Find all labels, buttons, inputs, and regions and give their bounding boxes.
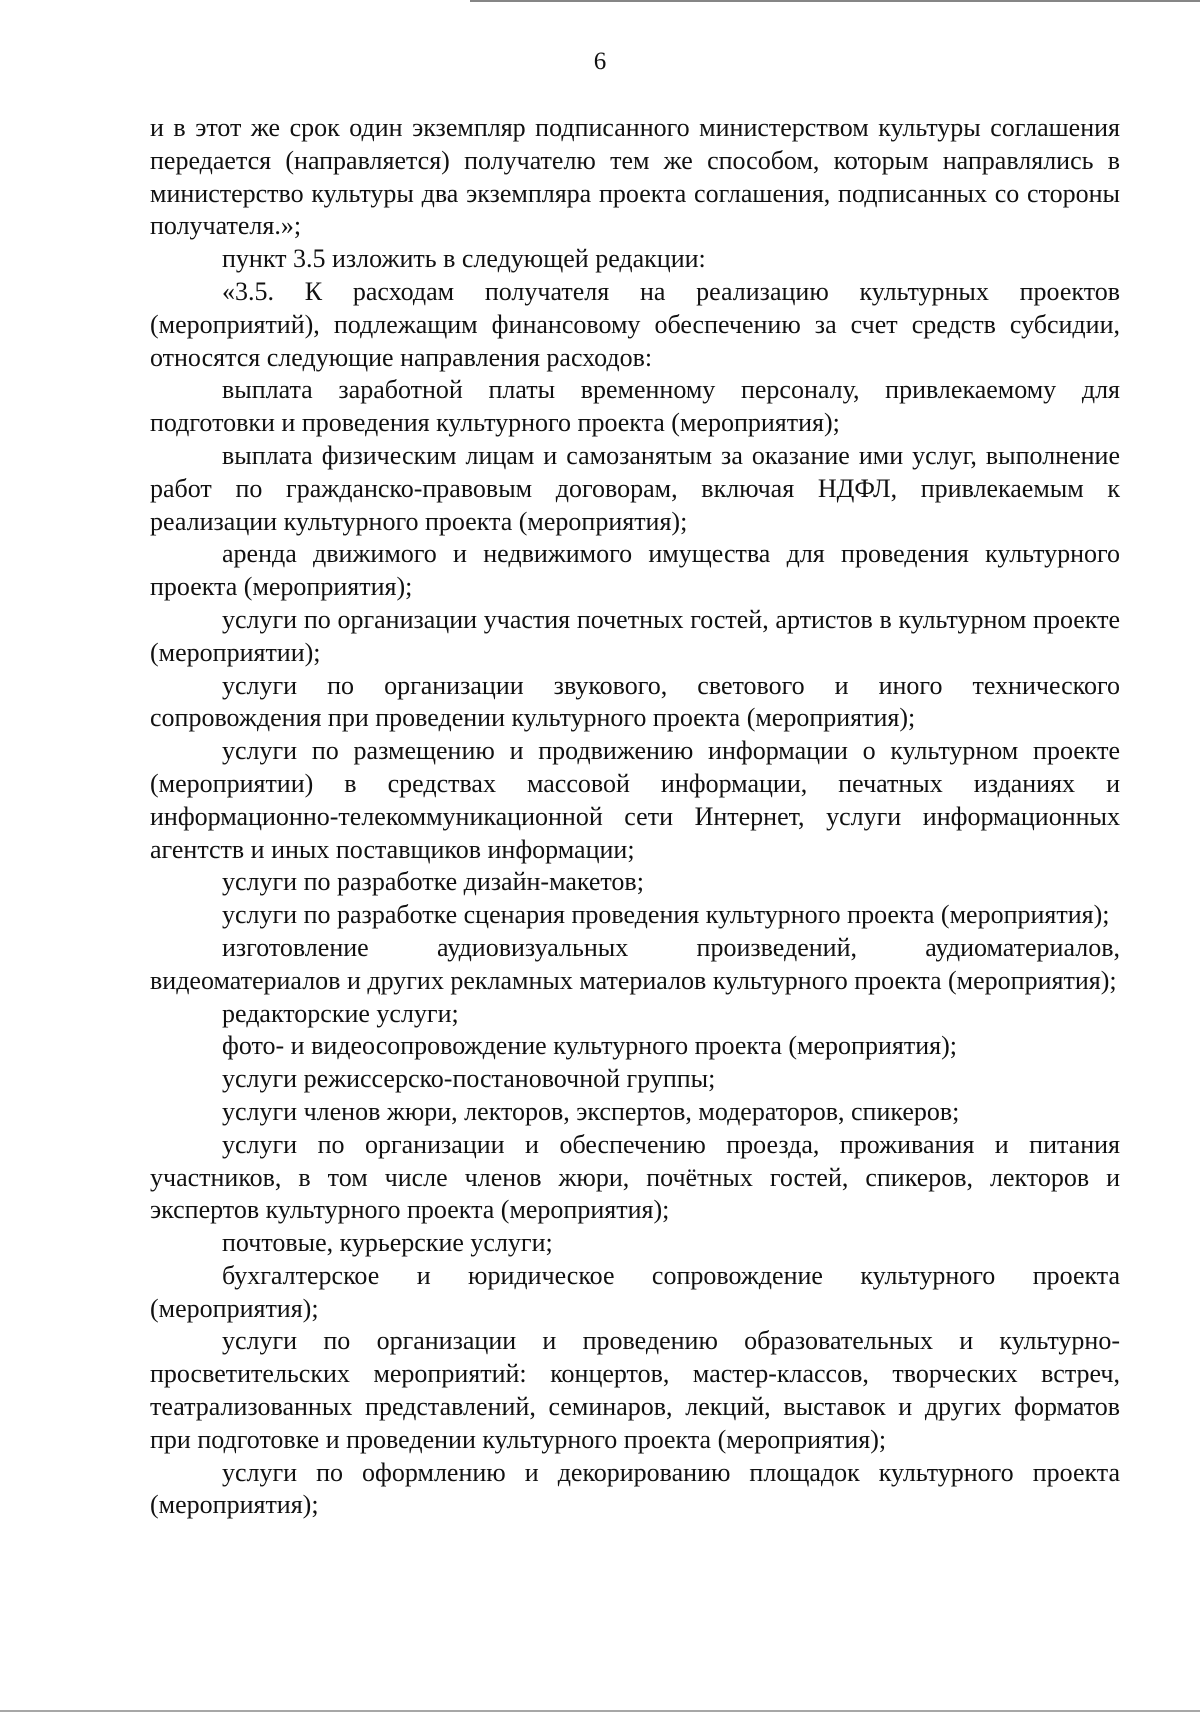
- expense-item: выплата заработной платы временному персоналу, привлекаемому для подготовки и проведения культурного проекта (мероприятия);: [150, 375, 1120, 438]
- paragraph-clause-3-5: «3.5. К расходам получателя на реализацию культурных проектов (мероприятий), подлежащим финансовому обеспечению за счет средств субсидии, относятся следующие направления расходов:: [150, 276, 1120, 372]
- expense-item: услуги по разработке сценария проведения культурного проекта (мероприятия);: [222, 900, 1110, 930]
- expense-item: фото- и видеосопровождение культурного проекта (мероприятия);: [222, 1031, 957, 1061]
- paragraph-amendment-instruction: пункт 3.5 изложить в следующей редакции:: [222, 244, 706, 274]
- expense-item: услуги по оформлению и декорированию площадок культурного проекта (мероприятия);: [150, 1457, 1120, 1520]
- scan-edge-top: [470, 0, 1200, 2]
- paragraph-continuation: и в этот же срок один экземпляр подписанного министерством культуры соглашения передается (направляется) получателю тем же способом, которым направлялись в министерство культуры два экземпляра проекта соглашения, подписанных со стороны получателя.»;: [150, 113, 1120, 241]
- expense-item: бухгалтерское и юридическое сопровождение культурного проекта (мероприятия);: [150, 1260, 1120, 1323]
- expense-item: редакторские услуги;: [222, 998, 459, 1028]
- expense-item: услуги режиссерско-постановочной группы;: [222, 1064, 716, 1094]
- expense-item: услуги по организации и обеспечению проезда, проживания и питания участников, в том числе членов жюри, почётных гостей, спикеров, лекторов и экспертов культурного проекта (мероприятия);: [150, 1129, 1120, 1225]
- expense-item: услуги по организации участия почетных гостей, артистов в культурном проекте (мероприятии);: [150, 604, 1120, 667]
- expense-item: изготовление аудиовизуальных произведений, аудиоматериалов, видеоматериалов и других рекламных материалов культурного проекта (мероприятия);: [150, 932, 1120, 995]
- expense-item: аренда движимого и недвижимого имущества для проведения культурного проекта (мероприятия);: [150, 539, 1120, 602]
- document-body: [150, 112, 1120, 1522]
- expense-item: услуги по организации и проведению образовательных и культурно-просветительских мероприятий: концертов, мастер-классов, творческих встреч, театрализованных представлений, семинаров, лекций, выставок и других форматов при подготовке и проведении культурного проекта (мероприятия);: [150, 1326, 1120, 1454]
- page-number: 6: [593, 48, 607, 75]
- expense-item: услуги членов жюри, лекторов, экспертов, модераторов, спикеров;: [222, 1096, 960, 1126]
- expense-item: услуги по организации звукового, светового и иного технического сопровождения при проведении культурного проекта (мероприятия);: [150, 670, 1120, 733]
- expense-item: выплата физическим лицам и самозанятым за оказание ими услуг, выполнение работ по гражданско-правовым договорам, включая НДФЛ, привлекаемым к реализации культурного проекта (мероприятия);: [150, 440, 1120, 536]
- expense-item: услуги по разработке дизайн-макетов;: [222, 867, 644, 897]
- expense-item: почтовые, курьерские услуги;: [222, 1228, 553, 1258]
- expense-item: услуги по размещению и продвижению информации о культурном проекте (мероприятии) в средствах массовой информации, печатных изданиях и информационно-телекоммуникационной сети Интернет, услуги информационных агентств и иных поставщиков информации;: [150, 736, 1120, 864]
